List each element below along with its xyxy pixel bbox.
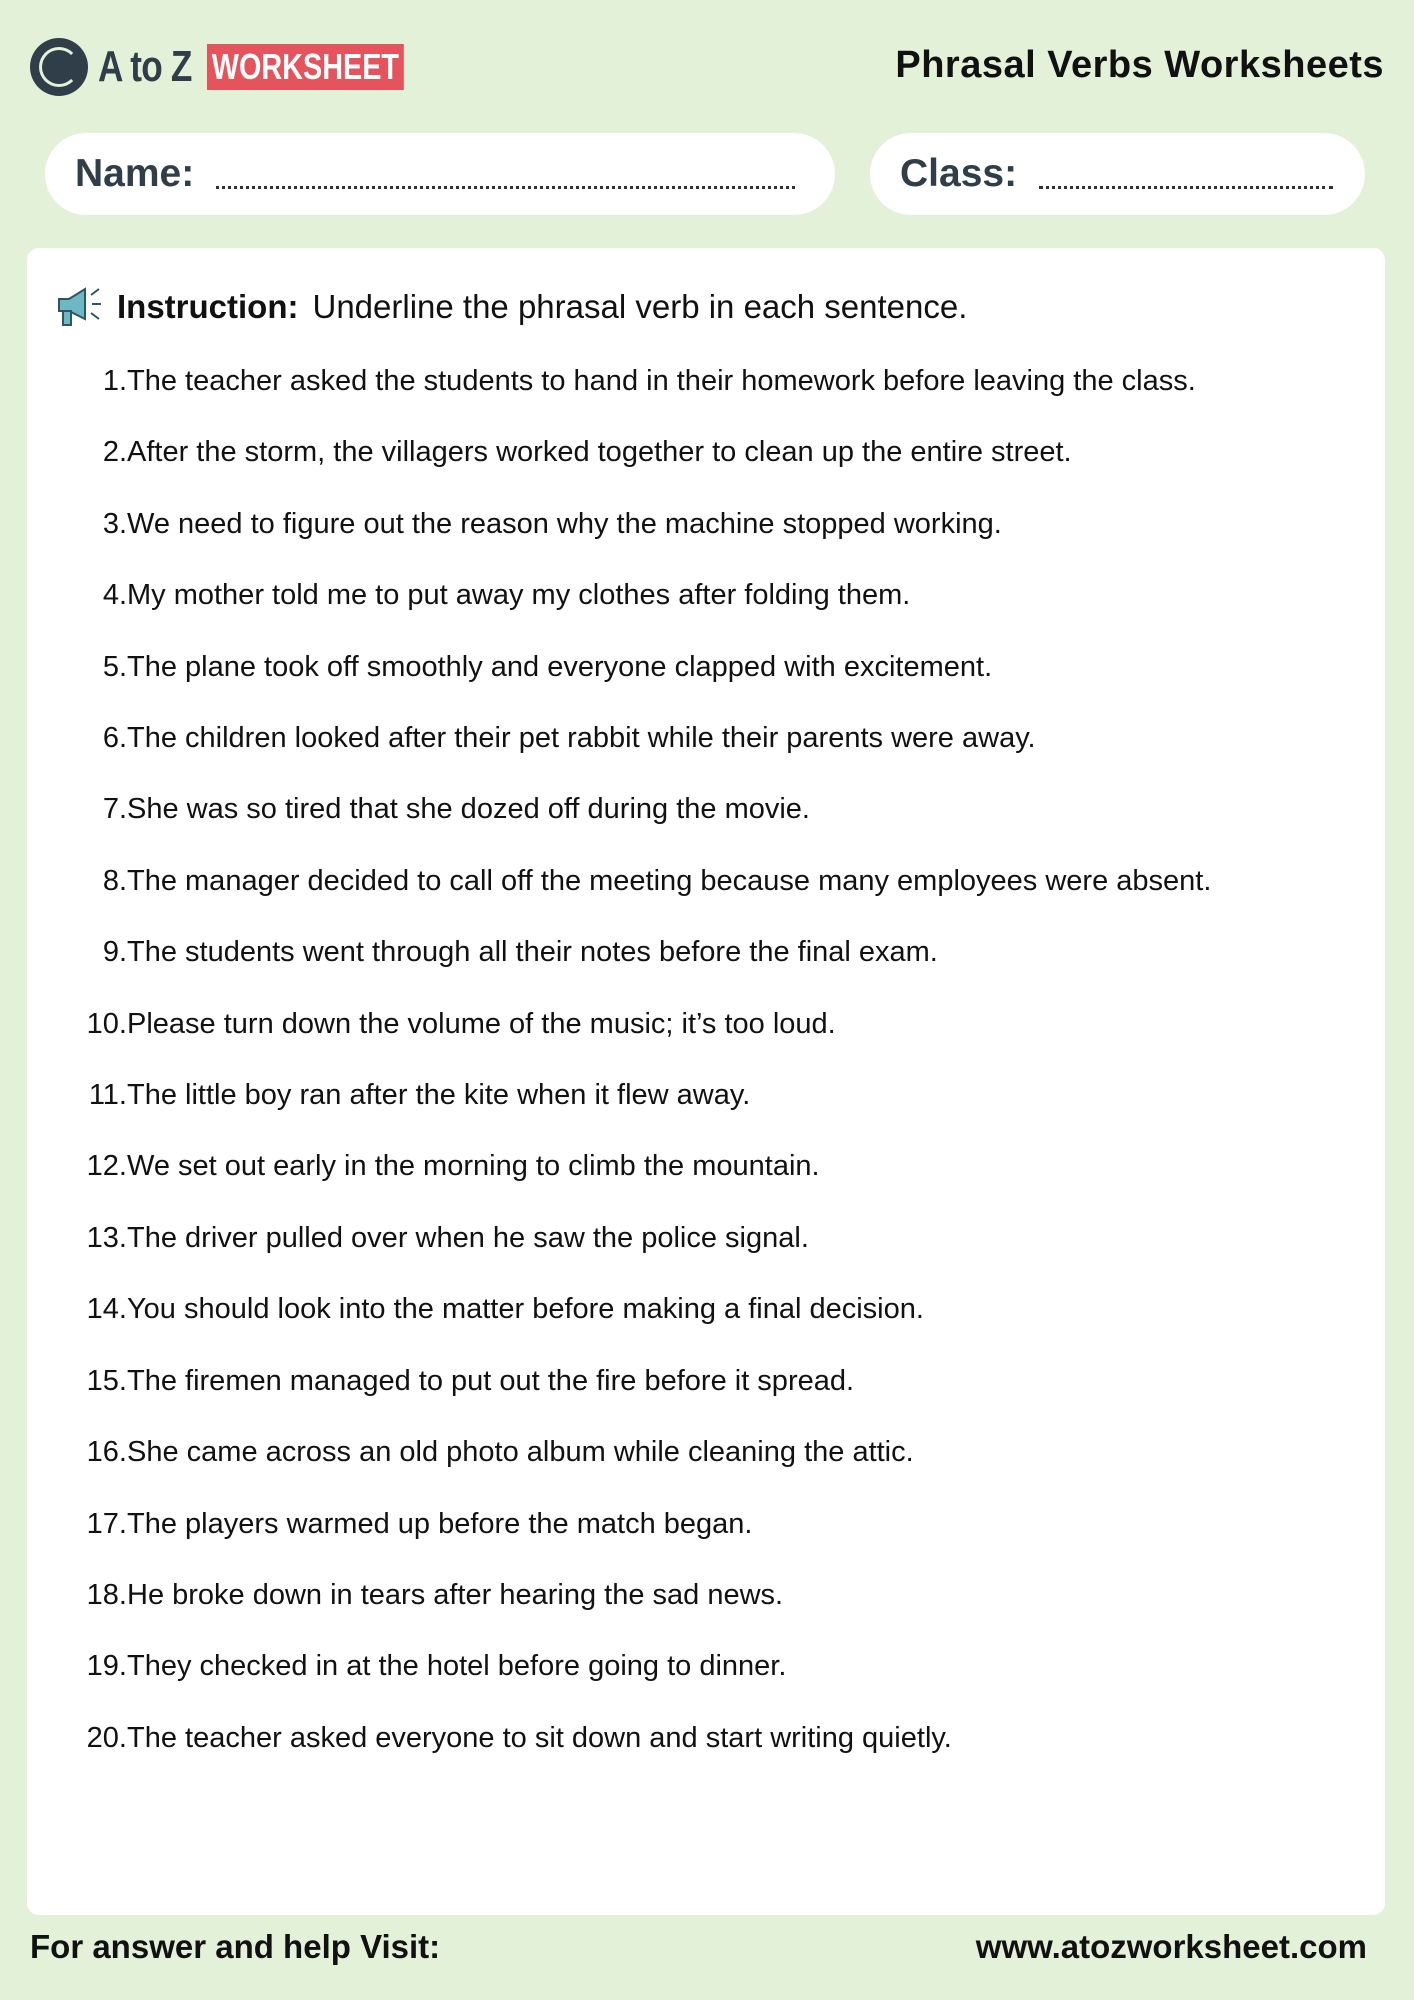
question-text: The little boy ran after the kite when it flew away.: [127, 1079, 751, 1112]
question-text: After the storm, the villagers worked together to clean up the entire street.: [127, 436, 1072, 469]
question-number: 1.: [102, 365, 127, 397]
question-text: Please turn down the volume of the music; it’s too loud.: [127, 1007, 836, 1040]
question-number: 17.: [86, 1507, 127, 1540]
megaphone-icon: [55, 285, 105, 329]
question-item: [60, 1060, 1300, 1131]
question-text: We need to figure out the reason why the machine stopped working.: [127, 507, 1002, 540]
question-number: 19.: [86, 1650, 127, 1683]
question-number: 14.: [86, 1293, 127, 1326]
question-item: [60, 989, 1300, 1060]
question-text: They checked in at the hotel before going to dinner.: [127, 1650, 787, 1683]
question-number: 12.: [86, 1150, 127, 1183]
question-text: She was so tired that she dozed off during the movie.: [127, 793, 810, 826]
footer-label: For answer and help Visit:: [30, 1928, 441, 1965]
class-label: Class:: [900, 152, 1018, 195]
question-item: [60, 1631, 1300, 1702]
question-number: 2.: [102, 436, 127, 469]
question-item: [60, 632, 1300, 703]
question-text: The students went through all their notes before the final exam.: [127, 936, 938, 969]
question-text: The players warmed up before the match began.: [127, 1507, 753, 1540]
question-item: [60, 1131, 1300, 1202]
question-item: [60, 489, 1300, 560]
instruction: [55, 285, 967, 329]
question-list: [60, 346, 1300, 1774]
question-number: 10.: [86, 1007, 127, 1040]
question-item: [60, 1346, 1300, 1417]
question-text: The driver pulled over when he saw the police signal.: [127, 1221, 809, 1254]
class-field[interactable]: [870, 133, 1365, 215]
question-number: 6.: [102, 722, 127, 755]
worksheet-title: Phrasal Verbs Worksheets: [895, 44, 1384, 86]
question-number: 5.: [102, 650, 127, 683]
question-number: 4.: [102, 579, 127, 612]
instruction-text: Underline the phrasal verb in each sentence.: [312, 288, 968, 325]
question-item: [60, 917, 1300, 988]
question-number: 15.: [86, 1364, 127, 1397]
name-label: Name:: [75, 152, 195, 195]
question-item: [60, 1203, 1300, 1274]
logo: [30, 38, 453, 96]
question-item: [60, 1560, 1300, 1631]
question-number: 13.: [86, 1221, 127, 1254]
question-text: My mother told me to put away my clothes after folding them.: [127, 579, 911, 612]
question-text: She came across an old photo album while cleaning the attic.: [127, 1436, 914, 1469]
question-text: We set out early in the morning to climb the mountain.: [127, 1150, 820, 1183]
instruction-label: Instruction:: [117, 288, 299, 325]
name-blank-line[interactable]: [216, 160, 795, 189]
question-text: The teacher asked the students to hand in their homework before leaving the class.: [127, 365, 1196, 397]
question-number: 9.: [102, 936, 127, 969]
question-item: [60, 1703, 1300, 1774]
pen-logo-icon: [30, 38, 88, 96]
question-item: [60, 1274, 1300, 1345]
question-item: [60, 846, 1300, 917]
question-item: [60, 1489, 1300, 1560]
question-text: The teacher asked everyone to sit down and start writing quietly.: [127, 1721, 952, 1754]
question-text: He broke down in tears after hearing the sad news.: [127, 1578, 784, 1611]
question-number: 7.: [102, 793, 127, 826]
question-number: 11.: [88, 1079, 127, 1112]
footer-url[interactable]: www.atozworksheet.com: [975, 1928, 1367, 1965]
question-text: The plane took off smoothly and everyone clapped with excitement.: [127, 650, 993, 683]
class-blank-line[interactable]: [1039, 160, 1333, 189]
logo-text: A to Z: [98, 42, 192, 91]
question-text: The firemen managed to put out the fire before it spread.: [127, 1364, 855, 1397]
logo-badge: WORKSHEET: [207, 44, 404, 90]
question-item: [60, 346, 1300, 417]
question-number: 18.: [86, 1578, 127, 1611]
question-number: 3.: [102, 507, 127, 540]
name-field[interactable]: [45, 133, 835, 215]
question-item: [60, 703, 1300, 774]
question-number: 16.: [86, 1436, 127, 1469]
question-item: [60, 1417, 1300, 1488]
question-number: 20.: [86, 1721, 127, 1754]
question-item: [60, 774, 1300, 845]
question-item: [60, 560, 1300, 631]
question-text: You should look into the matter before making a final decision.: [127, 1293, 924, 1326]
question-text: The children looked after their pet rabbit while their parents were away.: [127, 722, 1036, 755]
question-text: The manager decided to call off the meeting because many employees were absent.: [127, 864, 1212, 897]
question-number: 8.: [102, 864, 127, 897]
question-item: [60, 417, 1300, 488]
